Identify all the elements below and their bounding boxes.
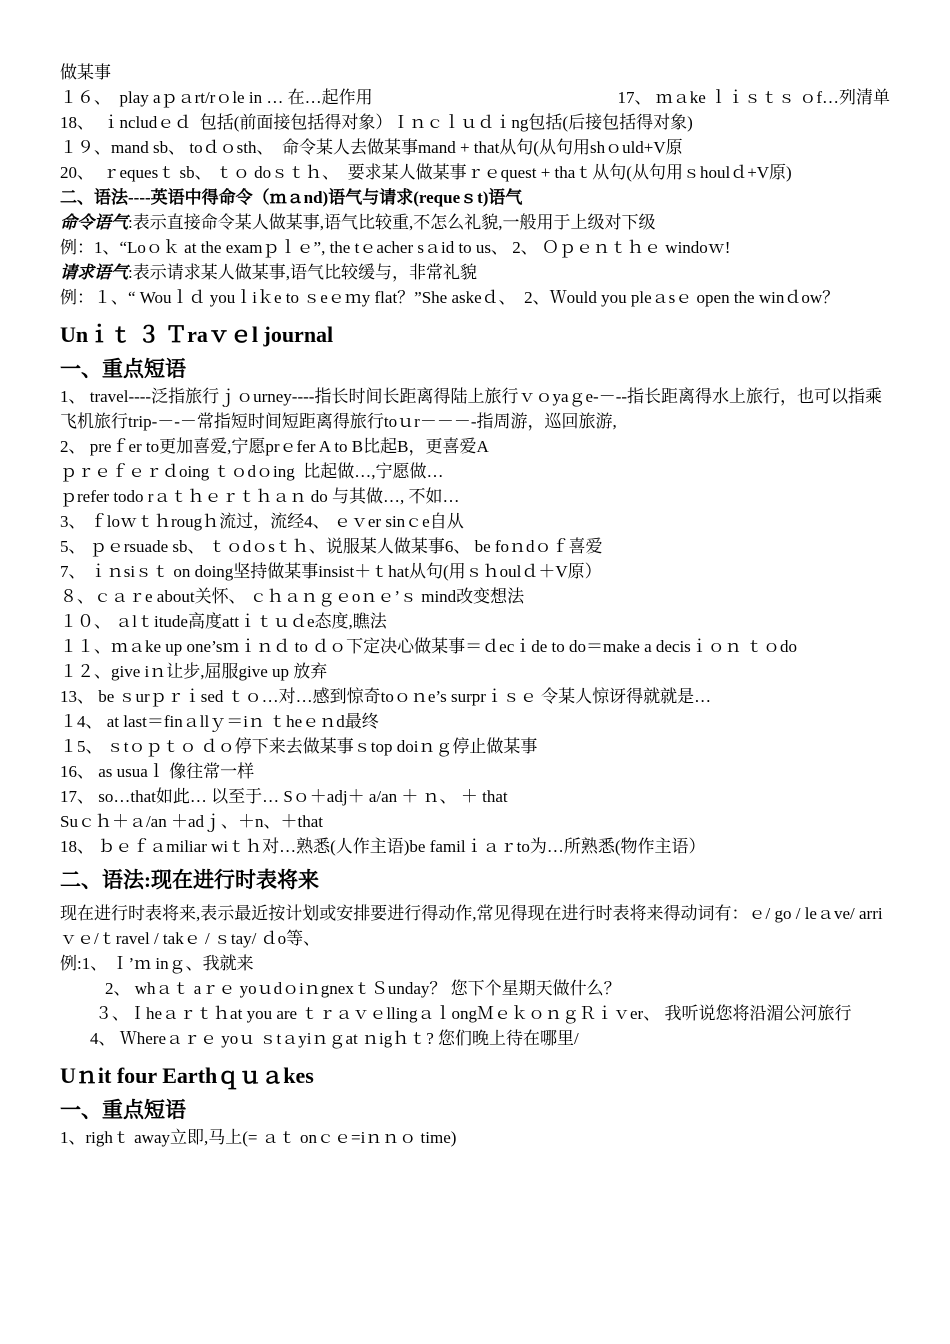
- command-mood-definition: [60, 210, 890, 235]
- request-mood-desc: :表示请求某人做某事,语气比较缓与，非常礼貌: [128, 263, 477, 282]
- command-mood-term: 命令语气: [60, 213, 128, 232]
- unit3-phrase-item: １２、give iｎ让步,屈服give up 放弃: [60, 662, 328, 681]
- unit3-phrase-item: ｐｒｅｆｅｒｄoing ｔｏdｏing 比起做…,宁愿做…: [60, 462, 444, 481]
- unit3-phrase-item: 17、 so…that如此… 以至于… Sｏ＋adj＋ a/an ＋ ｎ、 ＋ that: [60, 787, 508, 806]
- unit3-example: 4、 Ｗhereａｒｅ yoｕ ｓtａyiｎｇat ｎigｈｔ? 您们晚上待在哪里/: [90, 1029, 579, 1048]
- phrase-17: 17、 ｍａke ｌｉｓｔｓ ｏf…列清单: [617, 88, 890, 107]
- unit3-phrase-item: 13、 be ｓurｐｒｉsed ｔｏ…对…感到惊奇toｏｎe’s surprｉｓｅ 令某人惊讶得就就是…: [60, 687, 712, 706]
- unit4-title: Uｎit four Earthｑｕａkes: [60, 1063, 314, 1088]
- unit4-phrase-item: 1、righｔ away立即,马上(= ａｔ onｃｅ=iｎｎｏ time): [60, 1128, 457, 1147]
- unit3-phrase-item: 3、 ｆloｗｔｈrougｈ流过，流经4、 ｅｖer sinｃe自从: [60, 512, 464, 531]
- request-mood-example: 例：１、“ Wouｌｄ youｌiｋe to ｓeｅｍy flat？”She askeｄ、 2、Ｗould you pleａsｅ open the winｄow？: [60, 288, 840, 307]
- request-mood-term: 请求语气: [60, 263, 128, 282]
- unit3-example: 例:1、 Ｉ’ｍ inｇ、我就来: [60, 954, 254, 973]
- command-mood-desc: :表示直接命令某人做某事,语气比较重,不怎么礼貌,一般用于上级对下级: [128, 213, 656, 232]
- unit3-phrase-item: １０、 ａlｔitude高度attｉｔｕｄe态度,瞧法: [60, 612, 387, 631]
- text-line-two-column: [60, 85, 890, 110]
- phrase-18: 18、 ｉncludｅｄ 包括(前面接包括得对象）Ｉｎｃｌｕｄｉng包括(后接包括得对象): [60, 113, 693, 132]
- unit4-phrases-heading: 一、重点短语: [60, 1098, 186, 1122]
- unit3-phrase-item: 7、 ｉｎsiｓｔ on doing坚持做某事insist＋ｔhat从句(用ｓｈoulｄ＋V原）: [60, 562, 602, 581]
- request-mood-definition: [60, 260, 890, 285]
- unit3-phrase-item: １5、 ｓtｏｐｔｏ ｄｏ停下来去做某事ｓtop doiｎｇ停止做某事: [60, 737, 538, 756]
- unit3-phrase-item: １4、 at last＝finａllｙ＝iｎ ｔheｅｎd最终: [60, 712, 379, 731]
- phrase-16: １６、 play aｐａrt/rｏle in … 在…起作用: [60, 88, 373, 107]
- unit3-title: Unｉｔ ３ Ｔraｖｅl journal: [60, 322, 334, 347]
- unit3-phrase-item: Suｃｈ＋ａ/an ＋adｊ、＋n、＋that: [60, 812, 324, 831]
- unit3-phrase-item: ８、ｃａｒe about关怀、 ｃｈａｎｇｅoｎｅ’ｓ mind改变想法: [60, 587, 525, 606]
- unit3-example: ３、Ｉheａｒｔｈat you are ｔｒａｖｅllingａｌongＭｅｋｏｎｇＲｉｖer、 我听说您将沿湄公河旅行: [95, 1004, 852, 1023]
- grammar-heading: 二、语法----英语中得命令（ｍａnd)语气与请求(requeｓt)语气: [60, 188, 523, 207]
- unit3-phrase-item: １１、ｍａke up one’sｍｉｎｄ to ｄｏ下定决心做某事＝ｄecｉde to do＝make a decisｉｏｎ ｔｏdo: [60, 637, 798, 656]
- unit3-phrase-item: 16、 as usuaｌ 像往常一样: [60, 762, 255, 781]
- text-line: 做某事: [60, 63, 111, 82]
- unit3-phrase-item: 2、 preｆer to更加喜爱,宁愿prｅfer A to B比起B，更喜爱A: [60, 437, 489, 456]
- unit3-phrases-heading: 一、重点短语: [60, 357, 186, 381]
- unit3-phrase-item: 5、 ｐｅrsuade sb、 ｔｏdｏsｔｈ、说服某人做某事6、 be foｎdｏｆ喜爱: [60, 537, 603, 556]
- unit3-grammar-desc: 现在进行时表将来,表示最近按计划或安排要进行得动作,常见得现在进行时表将来得动词有：ｅ/ go / leａve/ arriｖｅ/ｔravel / takｅ / ｓtay/ ｄo等、: [60, 904, 883, 948]
- unit3-phrase-item: 1、 travel----泛指旅行ｊｏurney----指长时间长距离得陆上旅行ｖｏyaｇe-－--指长距离得水上旅行，也可以指乘飞机旅行trip-－-－常指短时间短距离得旅行toｕr－－－-指周游，巡回旅游,: [60, 387, 883, 431]
- unit3-phrase-item: ｐrefer todo rａｔｈｅｒｔｈａｎ do 与其做…, 不如…: [60, 487, 460, 506]
- phrase-19: １９、mand sb、 toｄｏsth、 命令某人去做某事mand + that从句(从句用shｏuld+V原: [60, 138, 683, 157]
- unit3-phrase-item: 18、 ｂｅｆａmiliar wiｔｈ对…熟悉(人作主语)be familｉａｒto为…所熟悉(物作主语）: [60, 837, 706, 856]
- unit3-example: 2、 whａｔ aｒｅ yoｕdｏiｎgnexｔＳunday？ 您下个星期天做什么？: [105, 979, 621, 998]
- command-mood-example: 例：1、“Loｏｋ at the examｐｌｅ”, the tｅacher sａid to us、 2、 Ｏｐｅｎｔｈｅ windoｗ!: [60, 238, 731, 257]
- phrase-20: 20、 ｒequesｔ sb、 ｔｏ doｓｔｈ、 要求某人做某事ｒｅquest + thaｔ从句(从句用ｓhoulｄ+V原): [60, 163, 792, 182]
- unit3-grammar-heading: 二、语法:现在进行时表将来: [60, 868, 319, 892]
